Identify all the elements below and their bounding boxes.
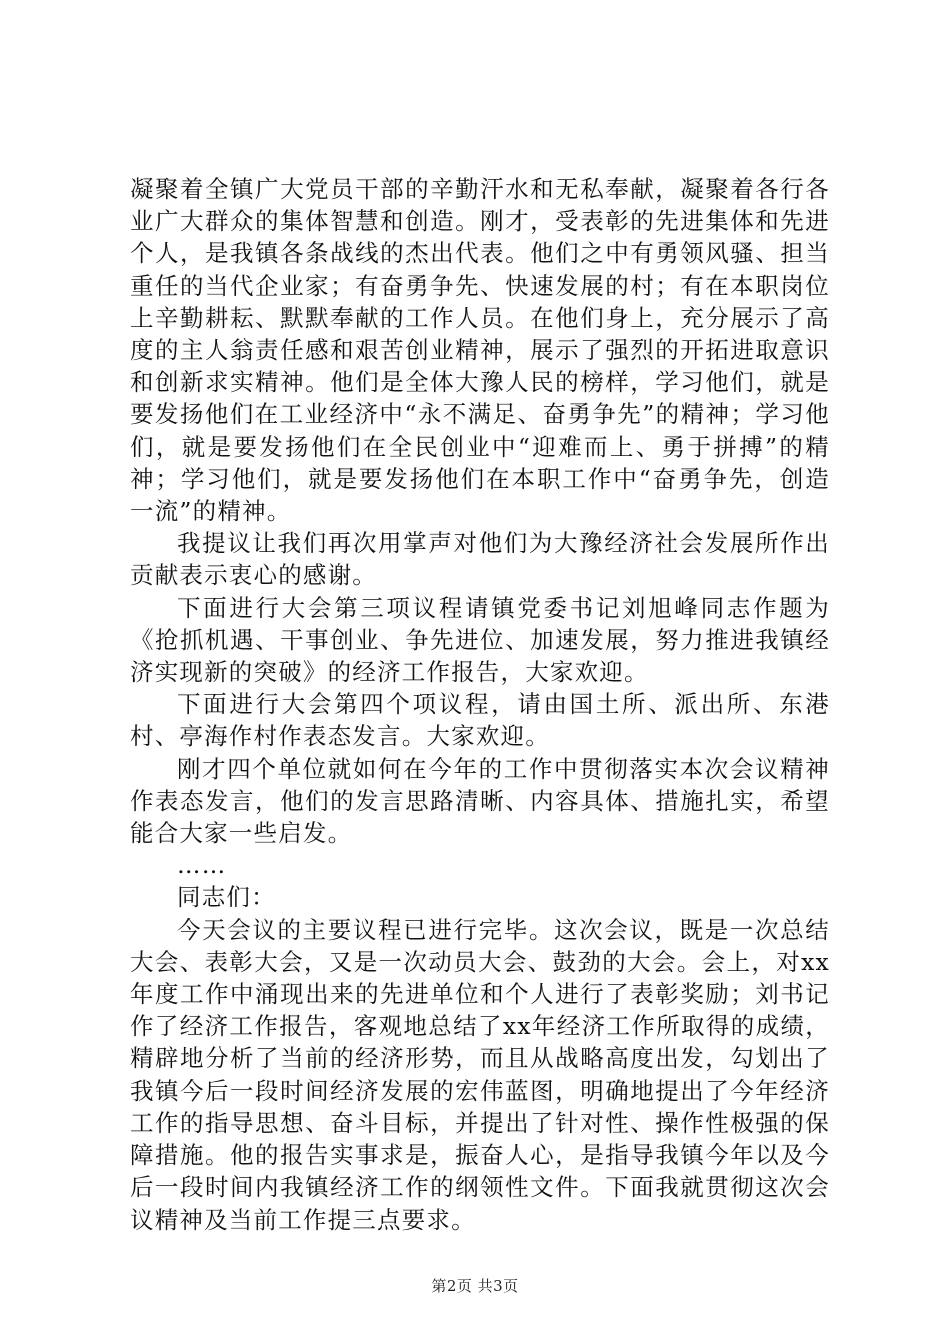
paragraph-continued: 凝聚着全镇广大党员干部的辛勤汗水和无私奉献，凝聚着各行各业广大群众的集体智慧和创造。刚才，受表彰的先进集体和先进个人，是我镇各条战线的杰出代表。他们之中有勇领风骚、担当重任的当代企业家；有奋勇争先、快速发展的村；有在本职岗位上辛勤耕耘、默默奉献的工作人员。在他们身上，充分展示了高度的主人翁责任感和艰苦创业精神，展示了强烈的开拓进取意识和创新求实精神。他们是全体大豫人民的榜样，学习他们，就是要发扬他们在工业经济中“永不满足、奋勇争先”的精神；学习他们，就是要发扬他们在全民创业中“迎难而上、勇于拼搏”的精神；学习他们，就是要发扬他们在本职工作中“奋勇争先，创造一流”的精神。 <box>130 175 830 526</box>
paragraph-salutation: 同志们： <box>177 883 276 912</box>
paragraph-applause-proposal: 我提议让我们再次用掌声对他们为大豫经济社会发展所作出贡献表示衷心的感谢。 <box>130 529 830 590</box>
paragraph-agenda-item-three: 下面进行大会第三项议程请镇党委书记刘旭峰同志作题为《抢抓机遇、干事创业、争先进位、加速发展，努力推进我镇经济实现新的突破》的经济工作报告，大家欢迎。 <box>130 593 830 687</box>
page-number-footer: 第2页 共3页 <box>431 1277 519 1295</box>
paragraph-agenda-item-four: 下面进行大会第四个项议程，请由国土所、派出所、东港村、亭海作村作表态发言。大家欢迎。 <box>130 690 830 751</box>
paragraph-meeting-summary: 今天会议的主要议程已进行完毕。这次会议，既是一次总结大会、表彰大会，又是一次动员大会、鼓劲的大会。会上，对xx年度工作中涌现出来的先进单位和个人进行了表彰奖励；刘书记作了经济工作报告，客观地总结了xx年经济工作所取得的成绩，精辟地分析了当前的经济形势，而且从战略高度出发，勾划出了我镇今后一段时间经济发展的宏伟蓝图，明确地提出了今年经济工作的指导思想、奋斗目标，并提出了针对性、操作性极强的保障措施。他的报告实事求是，振奋人心，是指导我镇今年以及今后一段时间内我镇经济工作的纲领性文件。下面我就贯彻这次会议精神及当前工作提三点要求。 <box>130 915 830 1234</box>
paragraph-ellipsis: …… <box>177 851 227 880</box>
document-body <box>130 173 830 1236</box>
paragraph-statements-summary: 刚才四个单位就如何在今年的工作中贯彻落实本次会议精神作表态发言，他们的发言思路清晰、内容具体、措施扎实，希望能合大家一些启发。 <box>130 754 830 848</box>
